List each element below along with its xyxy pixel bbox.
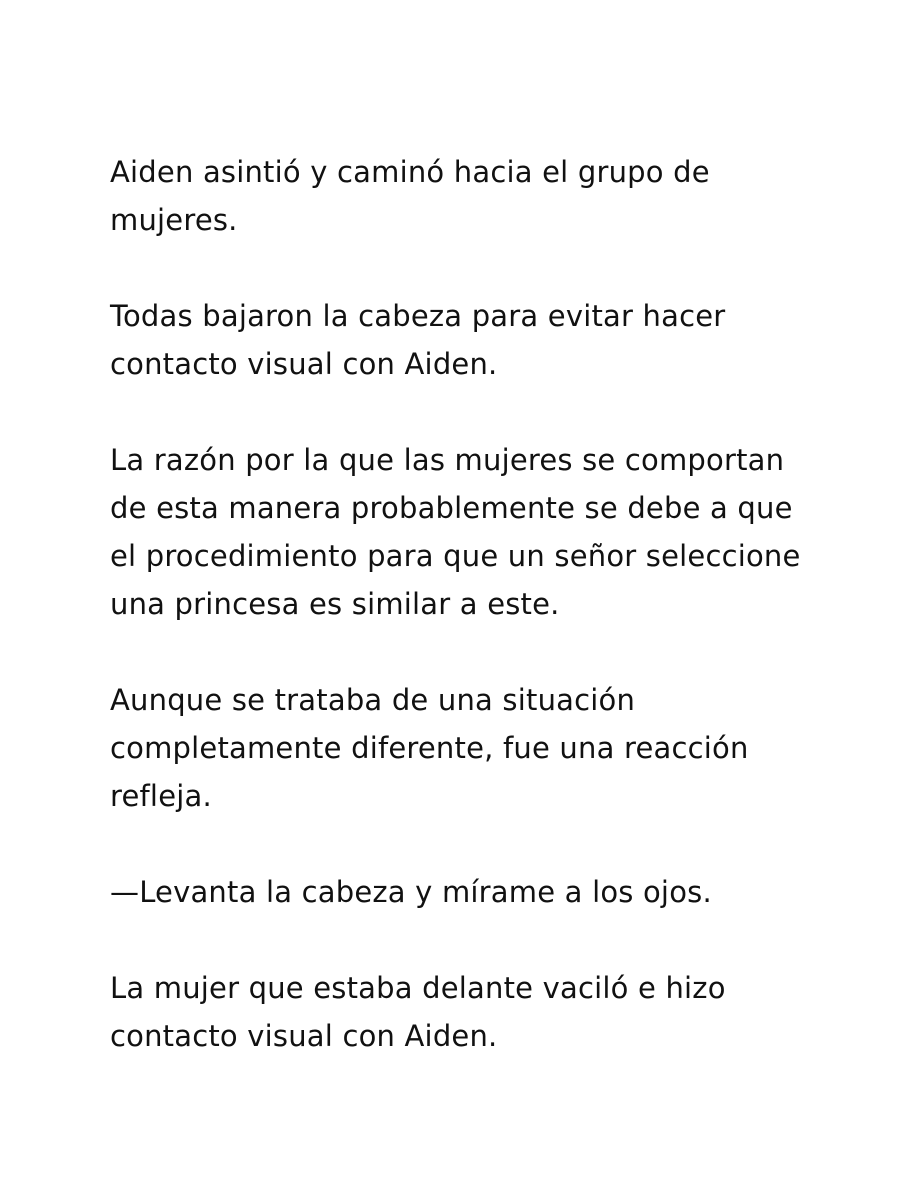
paragraph-line: completamente diferente, fue una reacción [110, 731, 749, 765]
paragraph-line: contacto visual con Aiden. [110, 347, 498, 381]
paragraph-line: de esta manera probablemente se debe a que [110, 491, 793, 525]
paragraph-6 [110, 964, 800, 1060]
paragraph-line: una princesa es similar a este. [110, 587, 560, 621]
paragraph-1 [110, 148, 800, 244]
paragraph-line: La razón por la que las mujeres se comportan [110, 443, 785, 477]
paragraph-line: mujeres. [110, 203, 238, 237]
paragraph-line: Aiden asintió y caminó hacia el grupo de [110, 155, 710, 189]
paragraph-line: Todas bajaron la cabeza para evitar hacer [110, 299, 726, 333]
paragraph-line: Aunque se trataba de una situación [110, 683, 636, 717]
paragraph-2 [110, 292, 800, 388]
paragraph-line: contacto visual con Aiden. [110, 1019, 498, 1053]
paragraph-line: refleja. [110, 779, 212, 813]
paragraph-3 [110, 436, 800, 628]
document-page [110, 148, 800, 1108]
paragraph-line: el procedimiento para que un señor seleccione [110, 539, 801, 573]
paragraph-5 [110, 868, 800, 916]
paragraph-line: —Levanta la cabeza y mírame a los ojos. [110, 875, 712, 909]
paragraph-line: La mujer que estaba delante vaciló e hizo [110, 971, 726, 1005]
paragraph-4 [110, 676, 800, 820]
